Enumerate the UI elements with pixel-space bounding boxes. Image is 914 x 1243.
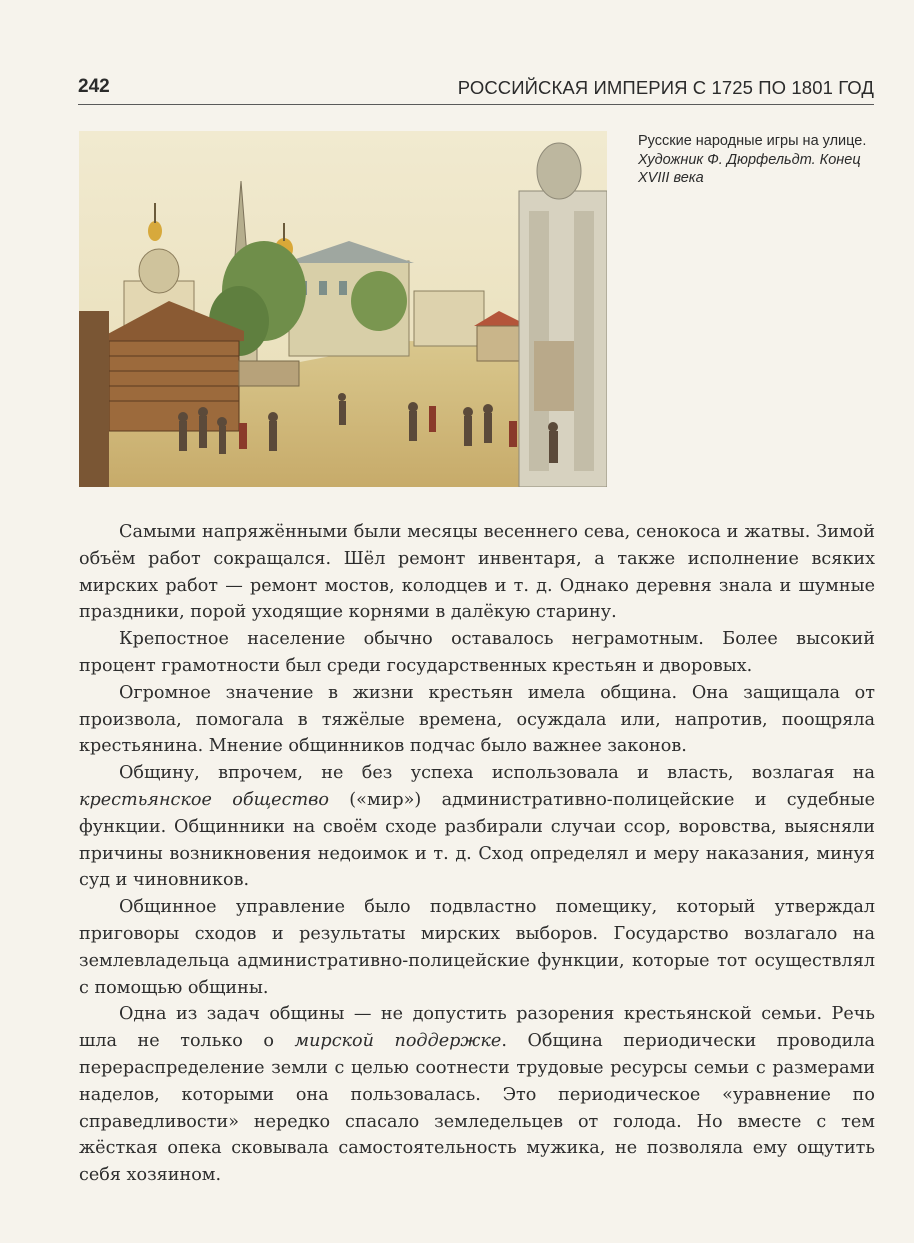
body-text [79, 519, 875, 1189]
paragraph-5: Общинное управление было подвластно помещику, который утверждал приговоры сходов и результаты мирских выборов. Государство возлагало на землевладельца административно-полицейские функции, которые тот осуществлял с помощью общины. [79, 897, 875, 998]
paragraph-4-end: («мир») административно-полицейские и судебные функции. Общинники на своём сходе разбирали случаи ссор, воровства, выясняли причины возникновения недоимок и т. д. Сход определял и меру наказания, минуя суд и чиновников. [79, 789, 875, 891]
street-games-painting [79, 131, 607, 487]
running-title: РОССИЙСКАЯ ИМПЕРИЯ С 1725 ПО 1801 ГОД [457, 77, 874, 98]
caption-author: Художник Ф. Дюрфельдт. Конец XVIII века [638, 151, 861, 186]
page-header [78, 76, 874, 106]
paragraph-4 [79, 760, 875, 894]
paragraph-1: Самыми напряжёнными были месяцы весеннего сева, сенокоса и жатвы. Зимой объём работ сокращался. Шёл ремонт инвентаря, а также исполнение всяких мирских работ — ремонт мостов, колодцев и т. д. Однако деревня знала и шумные праздники, порой уходящие корнями в далёкую старину. [79, 522, 875, 623]
term-peasant-society: крестьянское общество [79, 789, 329, 810]
paragraph-2: Крепостное население обычно оставалось неграмотным. Более высокий процент грамотности был среди государственных крестьян и дворовых. [79, 629, 875, 676]
figure-caption [638, 132, 868, 188]
paragraph-3: Огромное значение в жизни крестьян имела община. Она защищала от произвола, помогала в тяжёлые времена, осуждала или, напротив, поощряла крестьянина. Мнение общинников подчас было важнее законов. [79, 682, 875, 757]
term-mirskaya-support: мирской поддержке [294, 1031, 502, 1052]
page-number: 242 [78, 76, 110, 97]
caption-title: Русские народные игры на улице. [638, 133, 867, 149]
header-divider [78, 104, 874, 105]
paragraph-6-end: . Община периодически проводила перераспределение земли с целью соотнести трудовые ресурсы семьи с размерами наделов, которыми она пользовалась. Это периодическое «уравнение по справедливости» нередко спасало земледельцев от голода. Но вместе с тем жёсткая опека сковывала самостоятельность мужика, не позволяла ему ощутить себя хозяином. [79, 1031, 876, 1186]
paragraph-4-start: Общину, впрочем, не без успеха использовала и власть, возлагая на [119, 763, 875, 784]
paragraph-6 [79, 1001, 875, 1189]
paragraph-6-start: Одна из задач общины — не допустить разорения крестьянской семьи. Речь шла не только о [79, 1004, 875, 1052]
